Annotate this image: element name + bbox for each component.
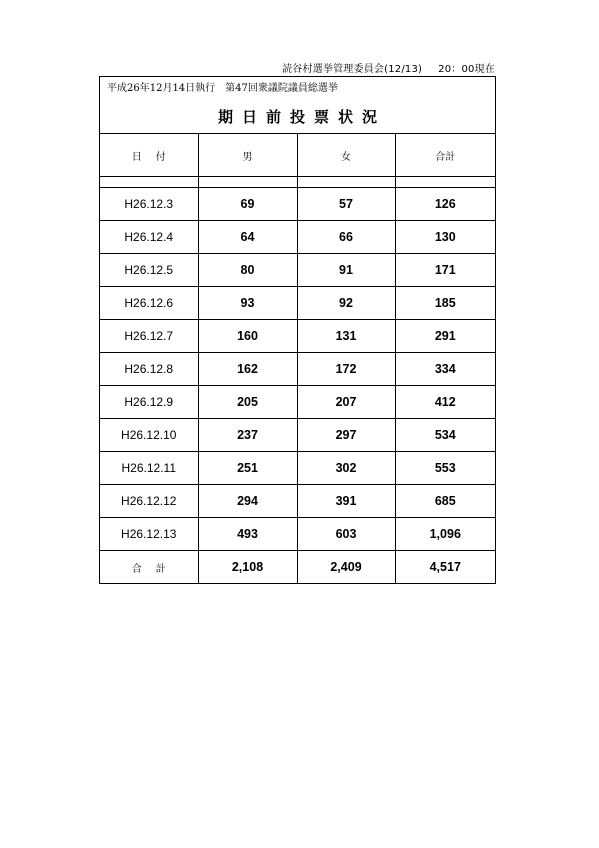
voting-status-document: [99, 76, 496, 584]
female-count-cell: 57: [297, 188, 395, 221]
grand-total-cell: 4,517: [395, 551, 495, 584]
table-row: [100, 386, 495, 419]
female-count-cell: 172: [297, 353, 395, 386]
total-count-cell: 412: [395, 386, 495, 419]
table-row: [100, 419, 495, 452]
total-count-cell: 553: [395, 452, 495, 485]
total-count-cell: 1,096: [395, 518, 495, 551]
female-count-cell: 91: [297, 254, 395, 287]
column-header-date: 日付: [100, 134, 198, 177]
female-count-cell: 207: [297, 386, 395, 419]
date-cell: H26.12.11: [100, 452, 198, 485]
spacer-cell: [395, 177, 495, 188]
female-count-cell: 302: [297, 452, 395, 485]
column-header-female: 女: [297, 134, 395, 177]
document-title: 期日前投票状況: [217, 108, 386, 126]
as-of-time: 20：00現在: [438, 64, 495, 75]
male-count-cell: 160: [198, 320, 297, 353]
female-count-cell: 297: [297, 419, 395, 452]
total-label-cell: 合計: [100, 551, 198, 584]
column-header-male: 男: [198, 134, 297, 177]
date-cell: H26.12.5: [100, 254, 198, 287]
date-cell: H26.12.6: [100, 287, 198, 320]
male-count-cell: 294: [198, 485, 297, 518]
table-row: [100, 287, 495, 320]
date-cell: H26.12.3: [100, 188, 198, 221]
date-cell: H26.12.13: [100, 518, 198, 551]
total-count-cell: 334: [395, 353, 495, 386]
female-count-cell: 391: [297, 485, 395, 518]
table-row: [100, 452, 495, 485]
male-count-cell: 93: [198, 287, 297, 320]
election-subtitle: 平成26年12月14日執行 第47回衆議院議員総選挙: [107, 83, 338, 94]
female-count-cell: 131: [297, 320, 395, 353]
table-header-row: [100, 134, 495, 177]
total-count-cell: 126: [395, 188, 495, 221]
male-count-cell: 64: [198, 221, 297, 254]
male-count-cell: 162: [198, 353, 297, 386]
date-cell: H26.12.10: [100, 419, 198, 452]
spacer-cell: [198, 177, 297, 188]
document-heading: [100, 77, 495, 134]
page-header: [282, 60, 495, 75]
spacer-cell: [100, 177, 198, 188]
male-count-cell: 80: [198, 254, 297, 287]
table-row: [100, 254, 495, 287]
male-count-cell: 237: [198, 419, 297, 452]
date-cell: H26.12.4: [100, 221, 198, 254]
date-cell: H26.12.9: [100, 386, 198, 419]
early-voting-table: [100, 134, 495, 583]
total-row: [100, 551, 495, 584]
table-row: [100, 320, 495, 353]
table-spacer-row: [100, 177, 495, 188]
spacer-cell: [297, 177, 395, 188]
total-count-cell: 534: [395, 419, 495, 452]
date-cell: H26.12.12: [100, 485, 198, 518]
total-count-cell: 130: [395, 221, 495, 254]
table-row: [100, 485, 495, 518]
organization-label: 読谷村選挙管理委員会(12/13): [282, 64, 423, 75]
male-count-cell: 251: [198, 452, 297, 485]
total-count-cell: 171: [395, 254, 495, 287]
table-row: [100, 188, 495, 221]
male-count-cell: 493: [198, 518, 297, 551]
male-count-cell: 69: [198, 188, 297, 221]
column-header-total: 合計: [395, 134, 495, 177]
female-count-cell: 66: [297, 221, 395, 254]
male-count-cell: 205: [198, 386, 297, 419]
total-count-cell: 291: [395, 320, 495, 353]
total-count-cell: 185: [395, 287, 495, 320]
female-total-cell: 2,409: [297, 551, 395, 584]
female-count-cell: 92: [297, 287, 395, 320]
table-row: [100, 221, 495, 254]
date-cell: H26.12.7: [100, 320, 198, 353]
table-row: [100, 353, 495, 386]
table-row: [100, 518, 495, 551]
male-total-cell: 2,108: [198, 551, 297, 584]
date-cell: H26.12.8: [100, 353, 198, 386]
female-count-cell: 603: [297, 518, 395, 551]
total-count-cell: 685: [395, 485, 495, 518]
